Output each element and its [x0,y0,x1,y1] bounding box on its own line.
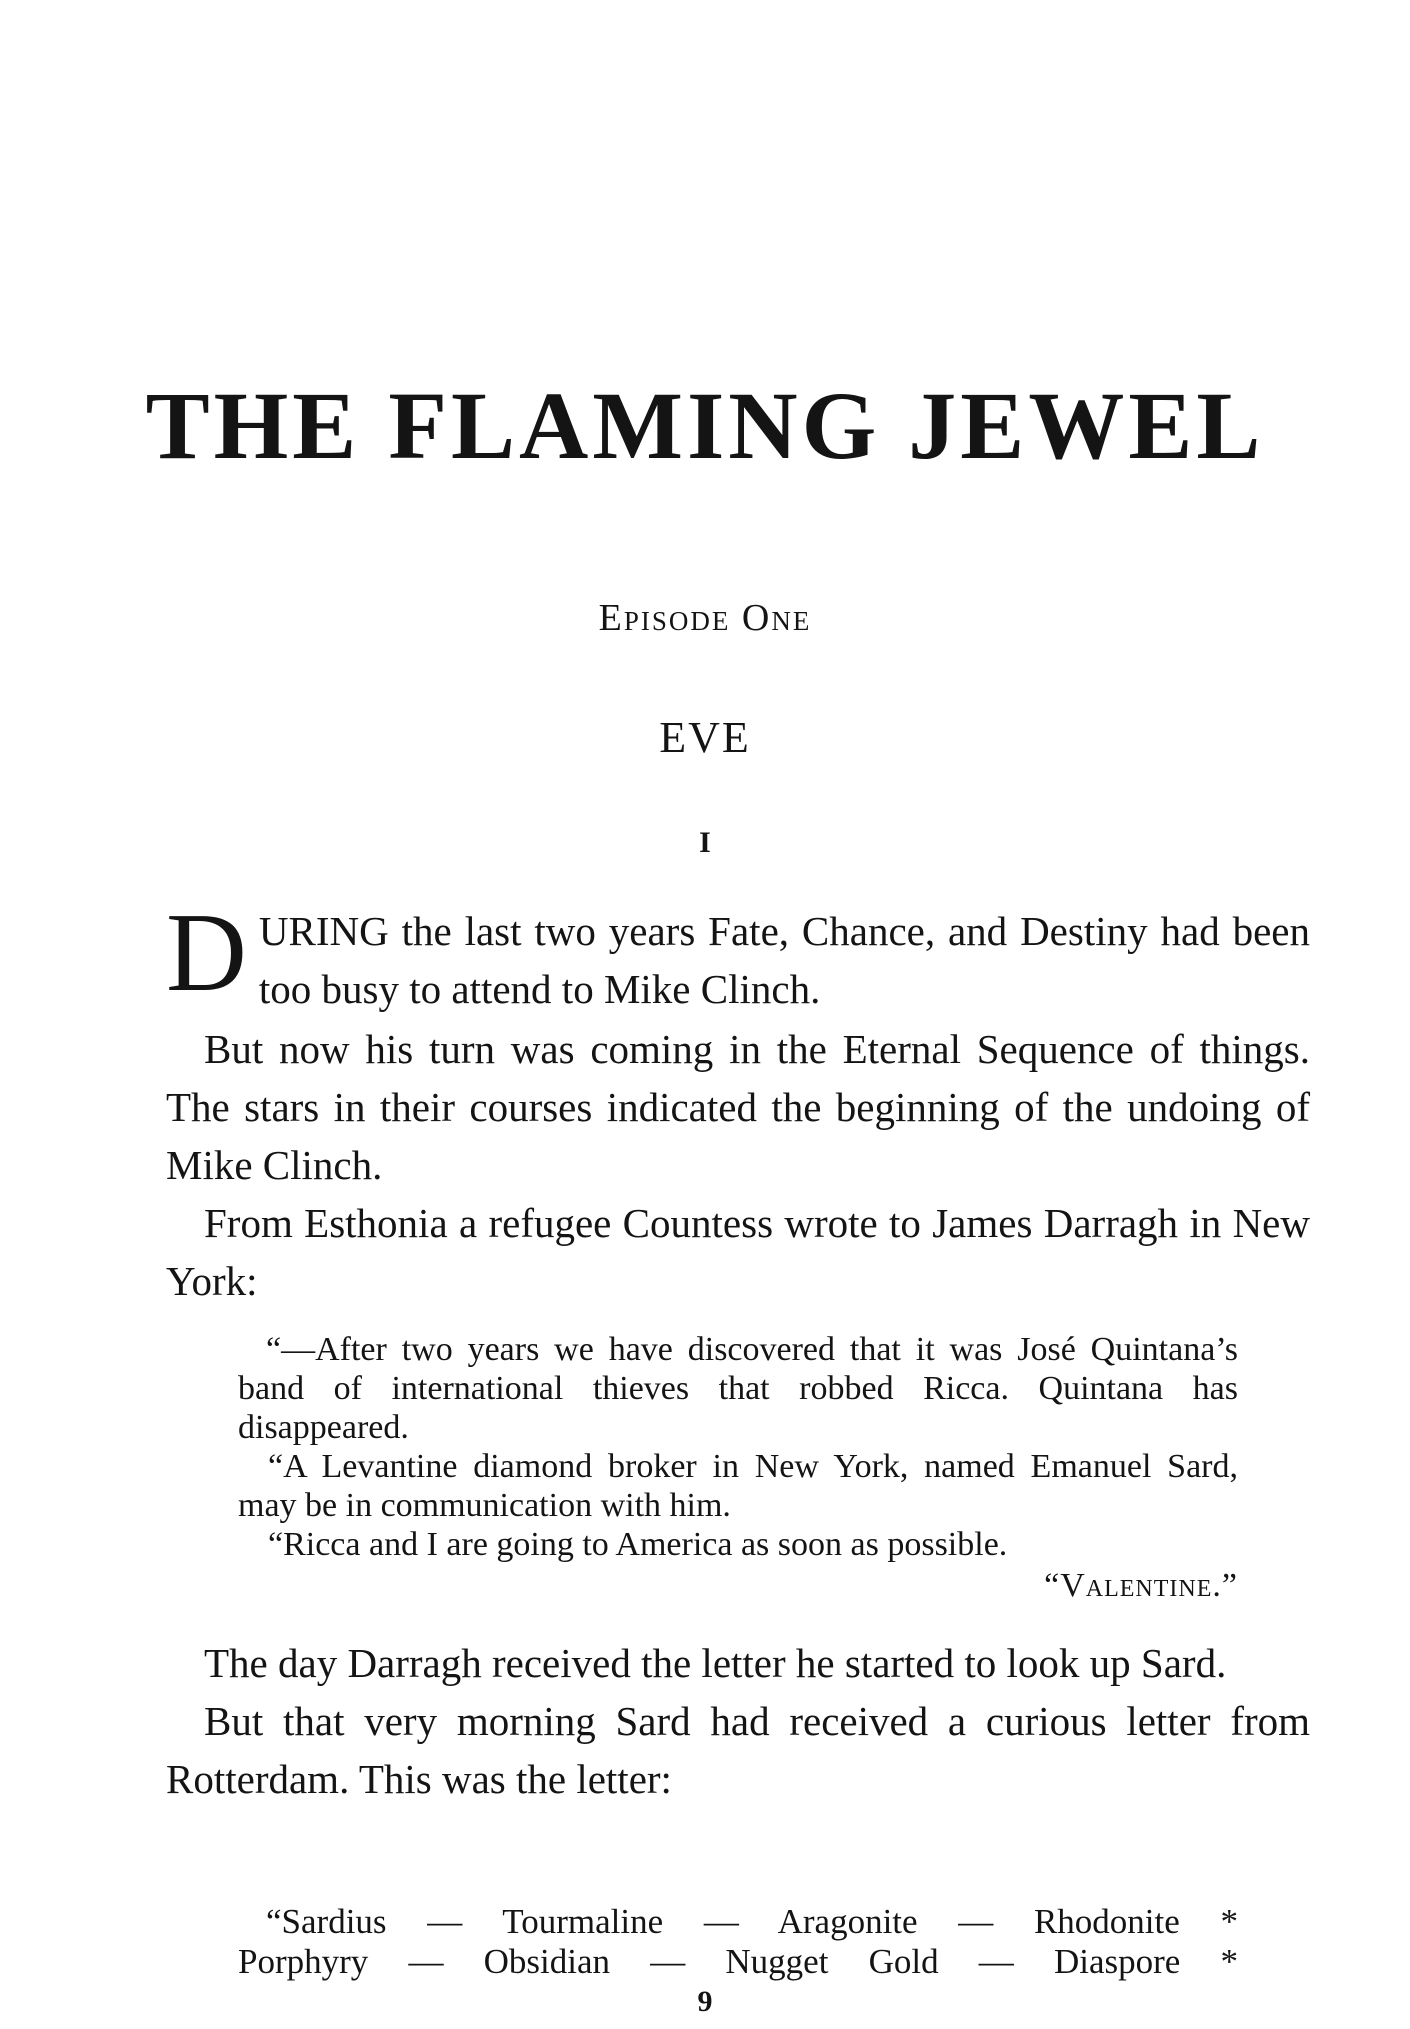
paragraph-darragh: The day Darragh received the letter he started to look up Sard. [204,1640,1227,1686]
page-number: 9 [697,1985,713,2018]
chapter-heading: EVE [659,713,751,762]
book-title: THE FLAMING JEWEL [145,372,1265,479]
stones-line-2: Porphyry — Obsidian — Nugget Gold — Diaspore * [238,1942,1238,1981]
paragraph-group-1 [166,1020,1310,1310]
letter-line-3: “Ricca and I are going to America as soon as possible. [268,1526,1008,1563]
episode-heading: Episode One [598,597,812,639]
opening-paragraph [166,891,1310,1018]
paragraph-group-2 [166,1634,1310,1808]
stones-line-1: “Sardius — Tourmaline — Aragonite — Rhodonite * [266,1902,1238,1941]
paragraph-eternal-sequence: But now his turn was coming in the Eternal Sequence of things. The stars in their courses indicated the beginning of the undoing of Mike Clinch. [166,1026,1310,1188]
letter-quote [238,1330,1238,1605]
stones-list [238,1902,1238,1982]
paragraph-rotterdam: But that very morning Sard had received a curious letter from Rotterdam. This was the letter: [166,1698,1310,1802]
drop-cap: D [166,891,247,1015]
opening-paragraph-text: URING the last two years Fate, Chance, and Destiny had been too busy to attend to Mike Clinch. [258,908,1310,1012]
section-numeral: I [699,826,711,859]
paragraph-esthonia: From Esthonia a refugee Countess wrote to James Darragh in New York: [166,1200,1310,1304]
letter-line-1: “—After two years we have discovered that it was José Quintana’s band of international thieves that robbed Ricca. Quintana has disappeared. [238,1331,1238,1446]
letter-signature: “Valentine.” [1044,1567,1238,1604]
letter-line-2: “A Levantine diamond broker in New York, named Emanuel Sard, may be in communication with him. [238,1448,1238,1524]
